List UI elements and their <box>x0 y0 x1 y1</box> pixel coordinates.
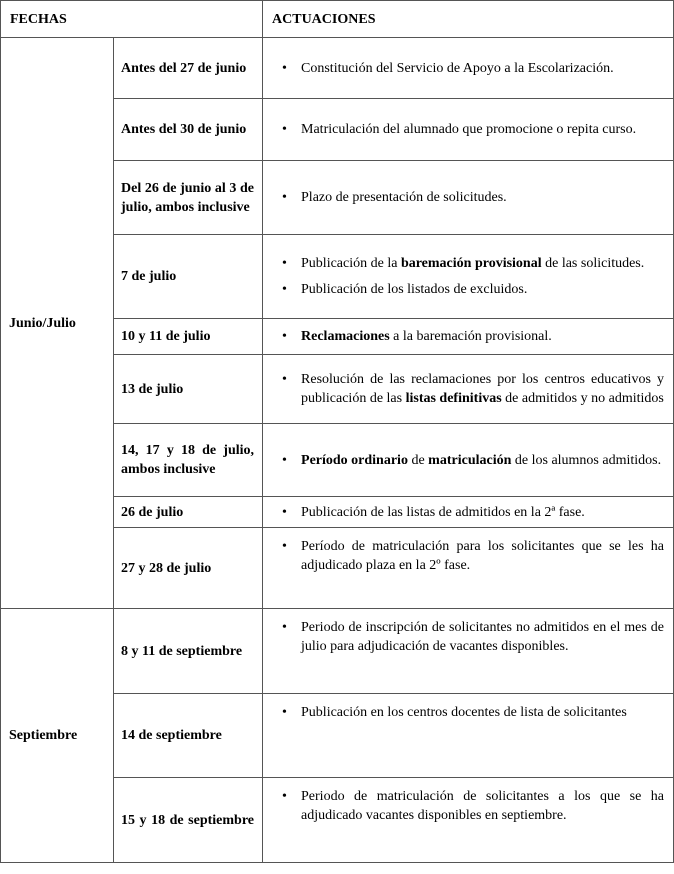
date-text: 7 de julio <box>121 269 177 284</box>
actions-list <box>273 327 664 346</box>
date-text: Antes del 30 de junio <box>121 122 247 137</box>
date-text: 13 de julio <box>121 381 184 397</box>
date-text: 14 de septiembre <box>121 728 222 743</box>
actions-cell <box>263 528 674 609</box>
actions-cell <box>263 778 674 863</box>
text-segment: Publicación de las listas de admitidos en la 2ª fase. <box>301 504 585 520</box>
actions-cell <box>263 235 674 319</box>
actions-list <box>273 370 664 408</box>
date-text: 14, 17 y 18 de julio, ambos inclusive <box>121 443 255 477</box>
bold-text: matriculación <box>428 452 512 468</box>
date-text: Del 26 de junio al 3 de julio, ambos inclusive <box>121 180 255 215</box>
actions-list <box>273 451 664 470</box>
text-segment: Periodo de inscripción de solicitantes no admitidos en el mes de julio para adjudicación de vacantes disponibles. <box>301 620 665 654</box>
actions-cell <box>263 99 674 161</box>
list-item <box>273 280 664 299</box>
text-segment: Publicación en los centros docentes de lista de solicitantes <box>301 705 627 720</box>
actions-list <box>273 120 664 139</box>
actions-list <box>273 188 664 207</box>
date-text: 27 y 28 de julio <box>121 560 212 576</box>
list-item <box>273 327 664 346</box>
list-item <box>273 451 664 470</box>
actions-cell <box>263 355 674 424</box>
list-item <box>273 537 664 575</box>
bold-text: baremación provisional <box>400 256 542 271</box>
header-fechas: FECHAS <box>1 1 263 38</box>
actions-list <box>273 59 664 78</box>
text-segment: Período de matriculación para los solicitantes que se les ha adjudicado plaza en la 2º fase. <box>301 539 665 573</box>
text-segment: Constitución del Servicio de Apoyo a la Escolarización. <box>301 60 614 76</box>
date-cell <box>114 235 263 319</box>
text-segment: Resolución de las reclamaciones por los centros educativos y publicación de las <box>301 372 665 406</box>
text-segment: de <box>407 452 429 468</box>
list-item <box>273 254 664 273</box>
actions-cell <box>263 38 674 99</box>
actions-cell <box>263 424 674 497</box>
header-actuaciones: ACTUACIONES <box>263 1 674 38</box>
actions-cell <box>263 497 674 528</box>
text-segment: de los alumnos admitidos. <box>511 452 662 468</box>
date-cell <box>114 497 263 528</box>
actions-cell <box>263 319 674 355</box>
date-text: 26 de julio <box>121 504 184 520</box>
date-text: 15 y 18 de septiembre <box>121 812 255 828</box>
actions-list <box>273 618 664 656</box>
month-cell: Septiembre <box>1 609 114 863</box>
list-item <box>273 787 664 825</box>
text-segment: de admitidos y no admitidos <box>501 391 664 406</box>
text-segment: Periodo de matriculación de solicitantes a los que se ha adjudicado vacantes disponibles en septiembre. <box>301 789 665 823</box>
date-cell <box>114 609 263 694</box>
bold-text: Reclamaciones <box>301 329 390 344</box>
table-row <box>1 609 674 694</box>
actions-list <box>273 703 664 722</box>
text-segment: de las solicitudes. <box>541 256 645 271</box>
actions-cell <box>263 694 674 778</box>
bold-text: listas definitivas <box>405 391 502 406</box>
date-cell <box>114 99 263 161</box>
actions-list <box>273 537 664 575</box>
bold-text: Período ordinario <box>301 452 408 468</box>
list-item <box>273 188 664 207</box>
list-item <box>273 370 664 408</box>
actions-cell <box>263 161 674 235</box>
table-body <box>1 38 674 863</box>
table-row <box>1 38 674 99</box>
date-cell <box>114 38 263 99</box>
list-item <box>273 503 664 522</box>
date-text: 10 y 11 de julio <box>121 329 211 344</box>
text-segment: a la baremación provisional. <box>389 329 552 344</box>
date-cell <box>114 424 263 497</box>
date-cell <box>114 528 263 609</box>
date-text: 8 y 11 de septiembre <box>121 643 243 659</box>
list-item <box>273 618 664 656</box>
date-cell <box>114 355 263 424</box>
list-item <box>273 703 664 722</box>
actions-list <box>273 787 664 825</box>
list-item <box>273 59 664 78</box>
text-segment: Publicación de los listados de excluidos. <box>301 282 528 297</box>
text-segment: Plazo de presentación de solicitudes. <box>301 190 507 205</box>
list-item <box>273 120 664 139</box>
table-header-row <box>1 1 674 38</box>
date-cell <box>114 778 263 863</box>
month-cell: Junio/Julio <box>1 38 114 609</box>
text-segment: Matriculación del alumnado que promocione o repita curso. <box>301 122 637 137</box>
date-text: Antes del 27 de junio <box>121 60 247 76</box>
actions-list <box>273 503 664 522</box>
actions-cell <box>263 609 674 694</box>
text-segment: Publicación de la <box>301 256 401 271</box>
actions-list <box>273 254 664 299</box>
date-cell <box>114 319 263 355</box>
date-cell <box>114 161 263 235</box>
date-cell <box>114 694 263 778</box>
